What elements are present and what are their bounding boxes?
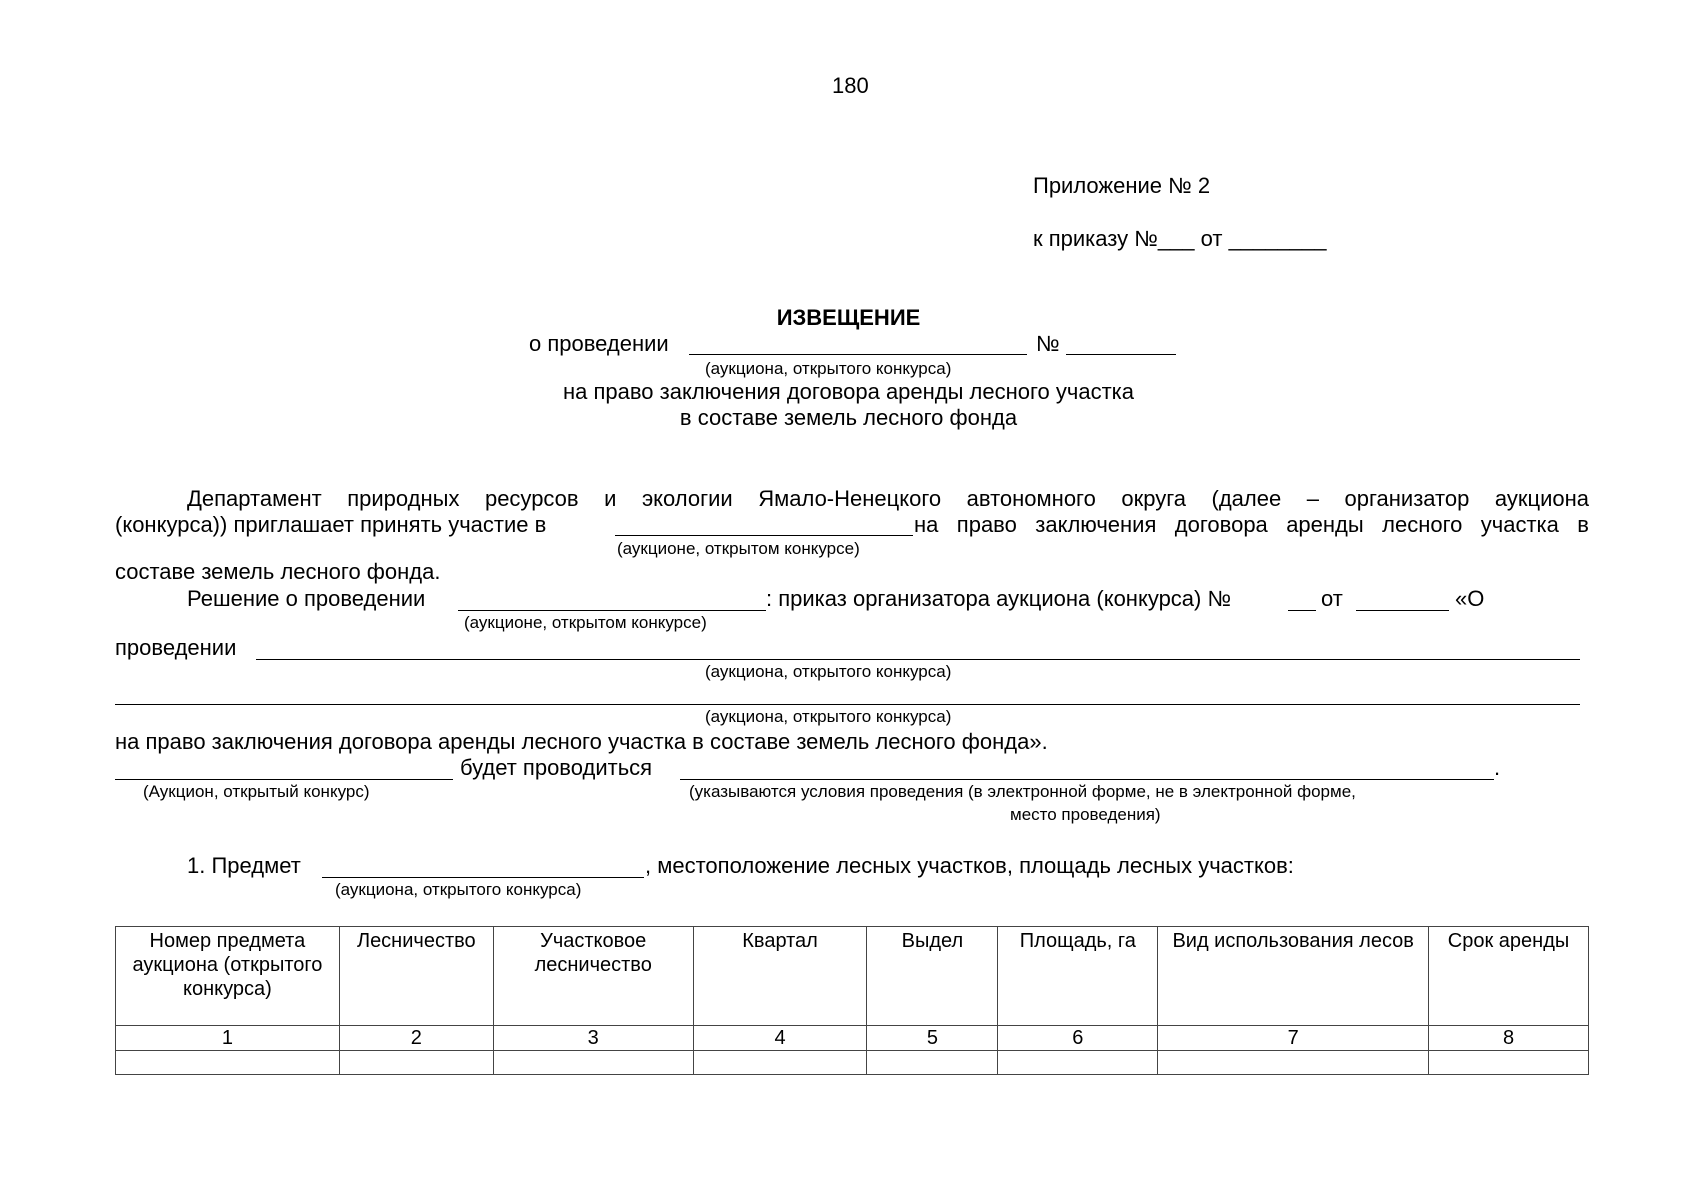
table-cell — [1158, 1051, 1429, 1075]
table-number-cell: 7 — [1158, 1026, 1429, 1051]
paragraph1-hint: (аукционе, открытом конкурсе) — [617, 539, 860, 558]
table-header-cell: Площадь, га — [998, 927, 1158, 1026]
notice-line1-hint: (аукциона, открытого конкурса) — [705, 359, 952, 378]
paragraph1-line3: составе земель лесного фонда. — [115, 559, 441, 584]
paragraph4-a: будет проводиться — [460, 755, 653, 780]
table-number-cell: 3 — [493, 1026, 693, 1051]
table-number-cell: 6 — [998, 1026, 1158, 1051]
paragraph2-blank1 — [458, 610, 766, 611]
item1-blank — [322, 877, 644, 878]
table-header-cell: Выдел — [867, 927, 998, 1026]
notice-line2: на право заключения договора аренды лесного участка — [562, 379, 1135, 404]
notice-line1-prefix: о проведении — [529, 331, 669, 356]
paragraph3-a: проведении — [115, 635, 237, 660]
paragraph4-hint-right2: место проведения) — [1010, 805, 1161, 824]
table-number-cell: 2 — [339, 1026, 493, 1051]
table-cell — [693, 1051, 867, 1075]
item1-hint: (аукциона, открытого конкурса) — [335, 880, 582, 899]
table-number-cell: 1 — [116, 1026, 340, 1051]
table-cell — [493, 1051, 693, 1075]
paragraph2-hint: (аукционе, открытом конкурсе) — [464, 613, 707, 632]
table-row — [116, 1051, 1589, 1075]
table-number-cell: 4 — [693, 1026, 867, 1051]
paragraph4-end: . — [1494, 755, 1501, 780]
paragraph2-d: «О — [1455, 586, 1485, 611]
paragraph3-blank1 — [256, 659, 1580, 660]
page-number: 180 — [832, 73, 869, 98]
table-header-row — [116, 927, 1589, 1026]
paragraph1-line2-a: (конкурса)) приглашает принять участие в — [115, 512, 547, 537]
paragraph2-blank3 — [1356, 610, 1449, 611]
paragraph4-hint-left: (Аукцион, открытый конкурс) — [143, 782, 370, 801]
paragraph1-line2-b: на право заключения договора аренды лесного участка в — [914, 512, 1589, 537]
table-number-row — [116, 1026, 1589, 1051]
notice-heading: ИЗВЕЩЕНИЕ — [776, 305, 921, 330]
paragraph3-b: на право заключения договора аренды лесного участка в составе земель лесного фонда». — [115, 729, 1048, 754]
table-header-cell: Квартал — [693, 927, 867, 1026]
notice-number-blank — [1066, 354, 1176, 355]
paragraph4-hint-right1: (указываются условия проведения (в электронной форме, не в электронной форме, — [689, 782, 1356, 801]
item1-b: , местоположение лесных участков, площадь лесных участков: — [645, 853, 1294, 878]
item1-a: 1. Предмет — [187, 853, 301, 878]
paragraph4-blank1 — [115, 779, 453, 780]
table-header-cell: Срок аренды — [1429, 927, 1589, 1026]
notice-line1-suffix: № — [1036, 331, 1060, 356]
paragraph1-blank — [615, 535, 913, 536]
notice-type-blank — [689, 354, 1027, 355]
appendix-title: Приложение № 2 — [1033, 173, 1211, 198]
table-cell — [116, 1051, 340, 1075]
paragraph1-line1: Департамент природных ресурсов и экологии Ямало-Ненецкого автономного округа (далее – организатор аукциона — [187, 486, 1589, 511]
table-header-cell: Лесничество — [339, 927, 493, 1026]
paragraph2-blank2 — [1288, 610, 1316, 611]
paragraph2-c: от — [1321, 586, 1343, 611]
table-cell — [998, 1051, 1158, 1075]
table-header-cell: Номер предмета аукциона (открытого конкурса) — [116, 927, 340, 1026]
appendix-order-ref: к приказу №___ от ________ — [1033, 226, 1327, 251]
paragraph2-b: : приказ организатора аукциона (конкурса) № — [766, 586, 1232, 611]
table-cell — [339, 1051, 493, 1075]
table-header-cell: Вид использования лесов — [1158, 927, 1429, 1026]
table-header-cell: Участковое лесничество — [493, 927, 693, 1026]
notice-line3: в составе земель лесного фонда — [679, 405, 1018, 430]
paragraph2-a: Решение о проведении — [187, 586, 426, 611]
table-cell — [1429, 1051, 1589, 1075]
paragraph3-hint1: (аукциона, открытого конкурса) — [705, 662, 952, 681]
table-number-cell: 5 — [867, 1026, 998, 1051]
paragraph4-blank2 — [680, 779, 1494, 780]
table-cell — [867, 1051, 998, 1075]
paragraph3-blank2 — [115, 704, 1580, 705]
paragraph3-hint2: (аукциона, открытого конкурса) — [705, 707, 952, 726]
lots-table — [115, 926, 1589, 1075]
table-number-cell: 8 — [1429, 1026, 1589, 1051]
